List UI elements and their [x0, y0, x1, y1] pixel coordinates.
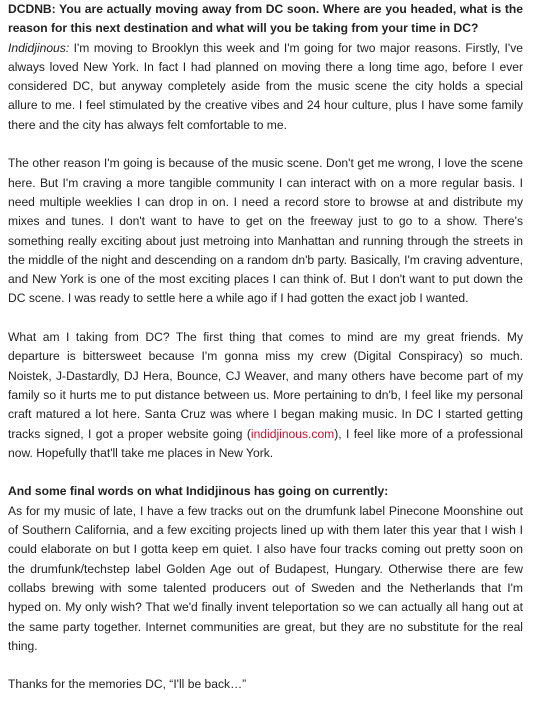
closing-line: Thanks for the memories DC, “I'll be back…”: [8, 677, 247, 692]
paragraph-taking-from-dc-text-before: What am I taking from DC? The first thing that comes to mind are my great friends. My departure is bittersweet because I'm gonna miss my crew (Digital Conspiracy) so much. Noistek, J-Dastardly, DJ Hera, Bounce, CJ Weaver, and many others have become part of my family so it hurts me to put distance between us. More pertaining to dn'b, I feel like my personal craft matured a lot here. Santa Cruz was where I began making music. In DC I started getting tracks signed, I got a proper website going (: [8, 330, 523, 441]
paragraph-taking-from-dc-text-after: ), I feel like more of a professional now. Hopefully that'll take me places in New York.: [8, 426, 523, 460]
question-final-words: And some final words on what Indidjinous has going on currently:: [8, 484, 389, 499]
speaker-name: Indidjinous:: [8, 40, 70, 55]
question-moving-away: DCDNB: You are actually moving away from DC soon. Where are you headed, what is the reason for this next destination and what will you be taking from your time in DC?: [8, 2, 523, 36]
paragraph-music-scene: The other reason I'm going is because of the music scene. Don't get me wrong, I love the scene here. But I'm craving a more tangible community I can interact with on a more regular basis. I need multiple weeklies I can drop in on. I need a record store to browse at and distribute my mixes and tunes. I don't want to have to get on the freeway just to go to a show. There's something really exciting about just metroing into Manhattan and running through the streets in the middle of the night and descending on a random dn'b party. Basically, I'm craving adventure, and New York is one of the most exciting places I can think of. But I don't want to put down the DC scene. I was ready to settle here a while ago if I had gotten the exact job I wanted.: [8, 156, 523, 306]
answer-moving-away: [8, 39, 523, 135]
paragraph-taking-from-dc: [8, 328, 523, 463]
answer-final-words: As for my music of late, I have a few tracks out on the drumfunk label Pinecone Moonshine out of Southern California, and a few exciting projects lined up with them later this year that I wish I could elaborate on but I gotta keep em quiet. I also have four tracks coming out pretty soon on the drumfunk/techstep label Golden Age out of Budapest, Hungary. Otherwise there are few collabs brewing with some talented producers out of Sweden and the Netherlands that I'm hyped on. My only wish? That we'd finally invent teleportation so we can actually all hang out at the same party together. Internet communities are great, but they are no substitute for the real thing.: [8, 503, 523, 653]
interview-article: [8, 0, 523, 714]
website-link[interactable]: indidjinous.com: [250, 426, 335, 441]
answer-moving-away-text: I'm moving to Brooklyn this week and I'm going for two major reasons. Firstly, I've always loved New York. In fact I had planned on moving there a long time ago, before I ever considered DC, but anyway completely aside from the music scene the city holds a special allure to me. I feel stimulated by the creative vibes and 24 hour culture, plus I have some family there and the city has always felt comfortable to me.: [8, 40, 523, 132]
